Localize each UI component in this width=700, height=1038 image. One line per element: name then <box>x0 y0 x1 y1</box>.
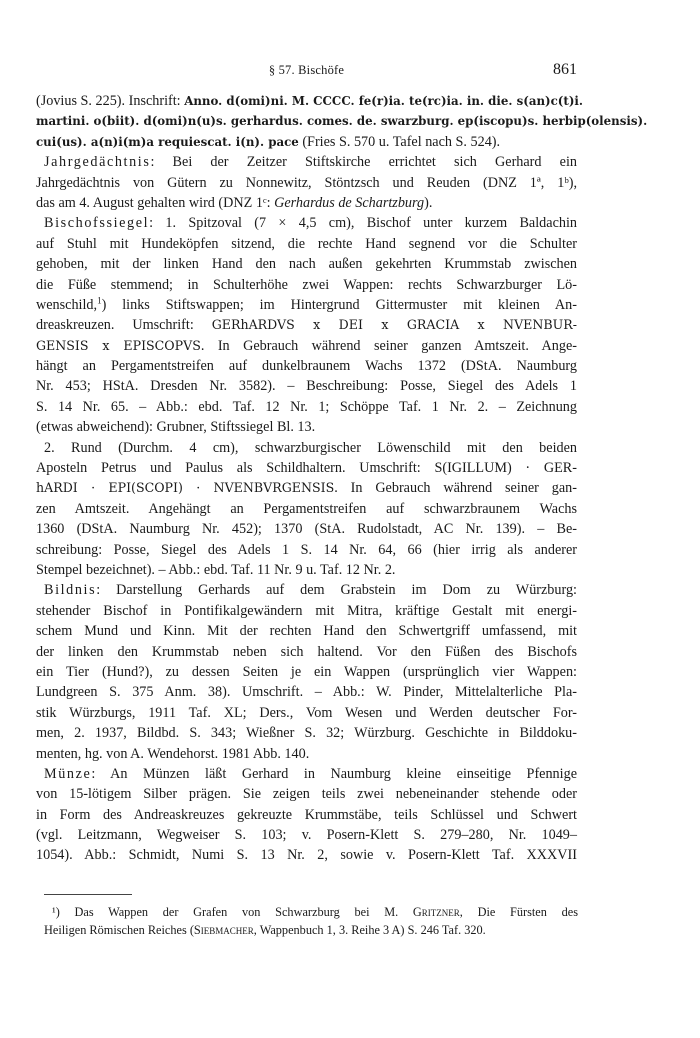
text-line: schreibung: Posse, Siegel des Adels 1 S. 14 Nr. 64, 66 (hier irrig als anderer <box>36 541 577 558</box>
text-run: ). <box>424 194 433 211</box>
section-heading: Münze <box>44 765 92 782</box>
text-run: : Bei der Zeitzer Stiftskirche errichtet sich Gerhard ein <box>150 154 577 171</box>
text-line: der linken den Krummstab neben sich haltend. Vor den Füßen des Bischofs <box>36 643 577 660</box>
text-line <box>36 764 577 784</box>
text-run: . In Gebrauch während seiner ganzen Amtszeit. Ange- <box>200 337 578 354</box>
section-heading: Bildnis <box>44 582 97 599</box>
text-line <box>36 193 577 213</box>
text-line: Jahrgedächtnis von Gütern zu Nonnewitz, Stöntzsch und Reuden (DNZ 1ª, 1ᵇ), <box>36 174 577 191</box>
text-run: , Die Fürsten des <box>459 905 578 919</box>
text-run: ) links Stiftswappen; im Hintergrund Gittermuster mit kleinen An- <box>101 296 577 313</box>
footnote-marker: 1 <box>97 295 102 306</box>
author-name: Siebmacher <box>193 922 254 937</box>
section-title: § 57. Bischöfe <box>268 63 345 77</box>
text-line <box>36 91 584 111</box>
text-line: Aposteln Petrus und Paulus als Schildhaltern. Umschrift: S(IGILLUM) · GER- <box>36 460 577 477</box>
text-line: schem Mund und Kinn. Mit der rechten Hand den Schwertgriff umfassend, mit <box>36 623 577 640</box>
seal-legend: hARDI · EPI(SCOPI) · NVENBVRGENSIS <box>36 480 335 496</box>
footnote-line <box>44 904 578 922</box>
inscription-text: martini. o(biit). d(omi)n(u)s. gerhardus. comes. de. swarzburg. ep(iscopu)s. herbip(olensis). <box>36 114 648 129</box>
text-line: menten, hg. von A. Wendehorst. 1981 Abb. 140. <box>36 745 310 762</box>
text-run: . In Gebrauch während seiner gan- <box>334 480 577 497</box>
text-line: stik Würzburgs, 1911 Taf. XL; Ders., Vom Wesen und Werden deutscher For- <box>36 704 577 721</box>
text-run: ) Das Wappen der Grafen von Schwarzburg bei M. <box>55 905 413 919</box>
text-line: men, 2. 1937, Bildbd. S. 343; Wießner S. 32; Würzburg. Geschichte in Bilddoku- <box>36 725 577 742</box>
footnote-number: ¹ <box>52 905 56 919</box>
italic-text: Gerhardus de Schartzburg <box>274 194 425 211</box>
text-line <box>36 295 577 315</box>
text-line <box>36 478 577 498</box>
section-heading: Jahrgedächtnis <box>44 154 151 171</box>
text-run: wenschild, <box>36 296 98 313</box>
text-line: gehoben, mit der linken Hand den nach außen gekehrten Krummstab zwischen <box>36 256 577 273</box>
text-line <box>36 336 577 356</box>
text-line: von 15-lötigem Silber prägen. Sie zeigen teils zwei nebeneinander stehende oder <box>36 786 577 803</box>
text-line: ein Tier (Hund?), zu dessen Seiten je ein Wappen (ursprünglich vier Wappen: <box>36 663 577 680</box>
text-run: das am 4. August gehalten wird (DNZ 1ᶜ: <box>36 194 275 211</box>
text-line: Lundgreen S. 375 Anm. 38). Umschrift. – Abb.: W. Pinder, Mittelalterliche Pla- <box>36 684 577 701</box>
section-heading: Bischofssiegel <box>44 215 150 232</box>
text-line: die Füße stemmend; in Schulterhöhe zwei Wappen: rechts Schwarzburger Lö- <box>36 276 577 293</box>
text-line: in Form des Andreaskreuzes gekreuzte Krummstäbe, teils Schlüssel und Schwert <box>36 806 577 823</box>
text-line: 1360 (DStA. Naumburg Nr. 452); 1370 (StA. Rudolstadt, AC Nr. 139). – Be- <box>36 521 577 538</box>
author-name: Gritzner <box>412 905 460 919</box>
text-run: : 1. Spitzoval (7 × 4,5 cm), Bischof unter kurzem Baldachin <box>149 215 577 232</box>
text-run: (Fries S. 570 u. Tafel nach S. 524). <box>298 133 501 150</box>
text-run: : Darstellung Gerhards auf dem Grabstein im Dom zu Würzburg: <box>96 582 577 599</box>
text-line: hängt an Pergamentstreifen auf dunkelbraunem Wachs 1372 (DStA. Naumburg <box>36 358 577 375</box>
text-run: dreaskreuzen. Umschrift: <box>36 317 212 334</box>
text-line: auf Stuhl mit Hundeköpfen sitzend, die rechte Hand segnend vor die Schulter <box>36 235 577 252</box>
text-line: zen Amtszeit. Angehängt an Pergamentstreifen auf schwarzbraunem Wachs <box>36 500 577 517</box>
main-text <box>36 91 648 866</box>
text-line: Nr. 453; HStA. Dresden Nr. 3582). – Beschreibung: Posse, Siegel des Adels 1 <box>36 378 577 395</box>
text-line: stehender Bischof in Pontifikalgewändern mit Mitra, kräftige Gestalt mit energi- <box>36 602 577 619</box>
footnote-rule <box>44 894 132 895</box>
text-run: Heiligen Römischen Reiches ( <box>44 922 194 937</box>
text-line: (vgl. Leitzmann, Wegweiser S. 103; v. Posern-Klett S. 279–280, Nr. 1049– <box>36 827 577 844</box>
text-line: Stempel bezeichnet). – Abb.: ebd. Taf. 11 Nr. 9 u. Taf. 12 Nr. 2. <box>36 561 396 578</box>
footnotes <box>44 904 578 940</box>
page-number: 861 <box>553 61 577 78</box>
seal-legend: GENSIS x EPISCOPVS <box>36 337 201 353</box>
text-line: S. 14 Nr. 65. – Abb.: ebd. Taf. 12 Nr. 1; Schöppe Taf. 1 Nr. 2. – Zeichnung <box>36 398 577 415</box>
text-line <box>36 580 577 600</box>
text-line: 1054). Abb.: Schmidt, Numi S. 13 Nr. 2, sowie v. Posern-Klett Taf. XXXVII <box>36 847 577 864</box>
text-line: (etwas abweichend): Grubner, Stiftssiegel Bl. 13. <box>36 419 316 436</box>
text-line <box>36 111 648 131</box>
text-run: (Jovius S. 225). Inschrift: <box>36 93 185 109</box>
text-line: 2. Rund (Durchm. 4 cm), schwarzburgischer Löwenschild mit den beiden <box>44 439 577 456</box>
footnote-line <box>44 922 578 940</box>
text-line <box>36 213 577 233</box>
inscription-text: cui(us). a(n)i(m)a requiescat. i(n). pace <box>36 134 299 149</box>
text-line <box>36 132 577 152</box>
seal-legend: GERhARDVS x DEI x GRACIA x NVENBUR- <box>211 317 577 333</box>
running-head <box>36 63 577 85</box>
text-line <box>36 152 577 172</box>
inscription-text: Anno. d(omi)ni. M. CCCC. fe(r)ia. te(rc)ia. in. die. s(an)c(t)i. <box>184 94 584 108</box>
text-run: : An Münzen läßt Gerhard in Naumburg kleine einseitige Pfennige <box>91 765 577 782</box>
text-line <box>36 315 577 335</box>
text-run: , Wappenbuch 1, 3. Reihe 3 A) S. 246 Taf. 320. <box>253 922 486 937</box>
